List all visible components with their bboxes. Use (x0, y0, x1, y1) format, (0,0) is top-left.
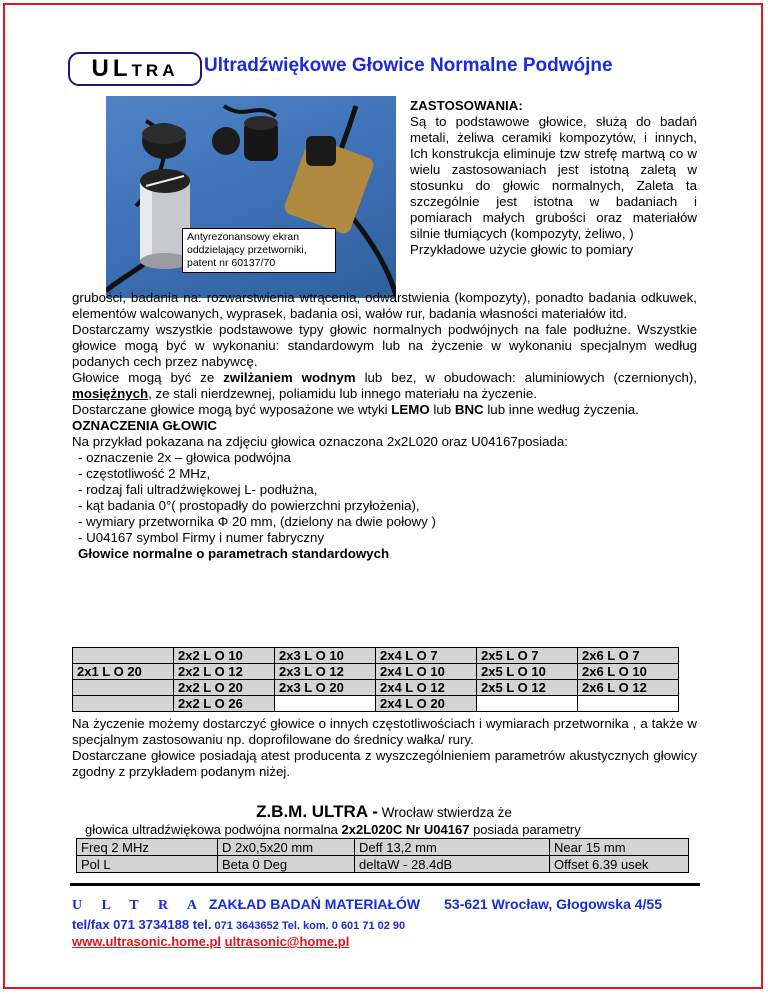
certificate-heading (0, 802, 768, 822)
standard-probes-table (72, 647, 679, 712)
table-cell: deltaW - 28.4dB (355, 856, 550, 873)
footer-divider (70, 883, 700, 886)
table-cell (275, 696, 376, 712)
table-row (77, 839, 689, 856)
table-cell: 2x6 L O 10 (578, 664, 679, 680)
table-cell (477, 696, 578, 712)
text-run-bold: zwilżaniem wodnym (223, 370, 356, 385)
applications-text-continued: Przykładowe użycie głowic to pomiary (410, 242, 634, 257)
applications-heading: ZASTOSOWANIA: (410, 98, 523, 113)
photo-caption (182, 228, 336, 273)
caption-line: oddzielający przetworniki, (187, 244, 307, 256)
table-cell: 2x3 L O 20 (275, 680, 376, 696)
text-run: posiada parametry (469, 822, 581, 837)
designation-item: - oznaczenie 2x – głowica podwójna (78, 450, 291, 465)
table-row (73, 664, 679, 680)
text-run: Dostarczane głowice mogą być wyposażone we wtyki (72, 402, 392, 417)
designation-item: - wymiary przetwornika Φ 20 mm, (dzielony na dwie połowy ) (78, 514, 436, 529)
footer-tel-more: 071 3643652 Tel. kom. 0 601 71 02 90 (211, 920, 406, 932)
standard-table-heading: Głowice normalne o parametrach standardowych (78, 546, 390, 561)
main-body (72, 290, 697, 562)
table-cell: D 2x0,5x20 mm (218, 839, 355, 856)
footer-tel: tel/fax 071 3734188 tel. (72, 917, 212, 932)
certificate-line (85, 822, 581, 837)
designation-item: - kąt badania 0°( prostopadły do powierzchni przyłożenia), (78, 498, 420, 513)
footer-address: 53-621 Wrocław, Głogowska 4/55 (444, 896, 662, 912)
website-link[interactable]: www.ultrasonic.home.pl (72, 934, 222, 949)
table-cell: Offset 6.39 usek (550, 856, 689, 873)
applications-section (410, 98, 697, 258)
table-cell: 2x2 L O 10 (174, 648, 275, 664)
table-cell: 2x1 L O 20 (73, 664, 174, 680)
table-cell (73, 680, 174, 696)
table-row (73, 696, 679, 712)
table-row (73, 648, 679, 664)
email-link[interactable]: ultrasonic@home.pl (224, 934, 350, 949)
table-cell: Deff 13,2 mm (355, 839, 550, 856)
table-cell: 2x2 L O 12 (174, 664, 275, 680)
text-run: lub bez, w obudowach: aluminiowych (czernionych), (355, 370, 697, 385)
ultra-logo (68, 52, 202, 86)
text-run: Głowice mogą być ze (72, 370, 224, 385)
table-cell: 2x2 L O 26 (174, 696, 275, 712)
applications-text: Są to podstawowe głowice, służą do badań metali, żeliwa ceramiki kompozytów, i innych, Ich konstrukcja eliminuje tzw strefę martwą co w wielu zastosowaniach jest istotną zaletą w stosunku do głowic normalnych, Zaleta ta szczególnie jest istotna w badaniach i pomiarach małych grubości oraz materiałów silnie tłumiących (kompozyty, żeliwo, ) (410, 114, 697, 241)
designation-intro: Na przykład pokazana na zdjęciu głowica oznaczona 2x2L020 oraz U04167posiada: (72, 434, 569, 449)
logo-letter: A (162, 61, 179, 80)
text-run-bold: LEMO (391, 402, 430, 417)
certificate-org: Z.B.M. ULTRA - (256, 802, 378, 821)
table-cell (578, 696, 679, 712)
table-cell (73, 696, 174, 712)
certificate-statement: Wrocław stwierdza że (377, 805, 512, 820)
text-run: głowica ultradźwiękowa podwójna normalna (85, 822, 342, 837)
table-cell: 2x6 L O 12 (578, 680, 679, 696)
paragraph (72, 370, 697, 402)
paragraph: Dostarczamy wszystkie podstawowe typy głowic normalnych podwójnych na fale podłużne. Wszystkie głowice mogą być w wykonaniu: standardowym lub na życzenie w wykonaniu specjalnym według podanych cech przez nabywcę. (72, 322, 697, 369)
table-cell: 2x4 L O 12 (376, 680, 477, 696)
caption-line: Antyrezonansowy ekran (187, 231, 300, 243)
table-cell: Freq 2 MHz (77, 839, 218, 856)
logo-letter: L (112, 55, 132, 82)
table-cell: 2x3 L O 12 (275, 664, 376, 680)
logo-letter: T (131, 61, 146, 80)
logo-letter: U (91, 55, 113, 82)
page-title: Ultradźwiękowe Głowice Normalne Podwójne (204, 55, 613, 76)
designation-item: - U04167 symbol Firmy i numer fabryczny (78, 530, 325, 545)
text-run-bold: 2x2L020C Nr U04167 (341, 822, 470, 837)
table-cell: 2x5 L O 12 (477, 680, 578, 696)
table-cell: Pol L (77, 856, 218, 873)
table-row (73, 680, 679, 696)
table-cell: 2x6 L O 7 (578, 648, 679, 664)
paragraph (72, 402, 697, 418)
table-cell: 2x3 L O 10 (275, 648, 376, 664)
footer-company-name: ZAKŁAD BADAŃ MATERIAŁÓW (204, 896, 421, 912)
table-cell (73, 648, 174, 664)
paragraph: Dostarczane głowice posiadają atest producenta z wyszczególnieniem parametrów akustycznych głowicy zgodny z przykładem podanym niżej. (72, 748, 697, 779)
text-run-bold-underline: mosiężnych (72, 386, 149, 401)
footer-phones (72, 917, 405, 932)
designation-item: - rodzaj fali ultradźwiękowej L- podłużna, (78, 482, 318, 497)
certificate-table (76, 838, 689, 873)
table-cell: 2x5 L O 7 (477, 648, 578, 664)
designation-item: - częstotliwość 2 MHz, (78, 466, 211, 481)
designation-heading: OZNACZENIA GŁOWIC (72, 418, 218, 433)
table-row (77, 856, 689, 873)
table-cell: Beta 0 Deg (218, 856, 355, 873)
table-cell: 2x5 L O 10 (477, 664, 578, 680)
text-run: , ze stali nierdzewnej, poliamidu lub innego materiału na życzenie. (148, 386, 537, 401)
logo-letter: R (145, 61, 163, 80)
footer-links (72, 934, 349, 949)
table-cell: Near 15 mm (550, 839, 689, 856)
text-run: lub inne według życzenia. (483, 402, 639, 417)
text-run-bold: BNC (454, 402, 484, 417)
table-cell: 2x4 L O 20 (376, 696, 477, 712)
table-cell: 2x4 L O 10 (376, 664, 477, 680)
caption-line: patent nr 60137/70 (187, 257, 276, 269)
table-cell: 2x2 L O 20 (174, 680, 275, 696)
text-run: lub (429, 402, 455, 417)
footer-company (72, 896, 662, 914)
footer-ultra: U L T R A (72, 898, 205, 913)
paragraph: Na życzenie możemy dostarczyć głowice o innych częstotliwościach i wymiarach przetwornika , a także w specjalnym zastosowaniu np. doprofilowane do średnicy wałka/ rury. (72, 716, 697, 747)
applications-continuation: grubości, badania na: rozwarstwienia wtrącenia, odwarstwienia (kompozyty), ponadto badania odkuwek, elementów walcowanych, wyprasek, badania osi, wałów rur, badania własności materiałów itd. (72, 290, 697, 321)
table-cell: 2x4 L O 7 (376, 648, 477, 664)
after-table-text (72, 716, 697, 780)
